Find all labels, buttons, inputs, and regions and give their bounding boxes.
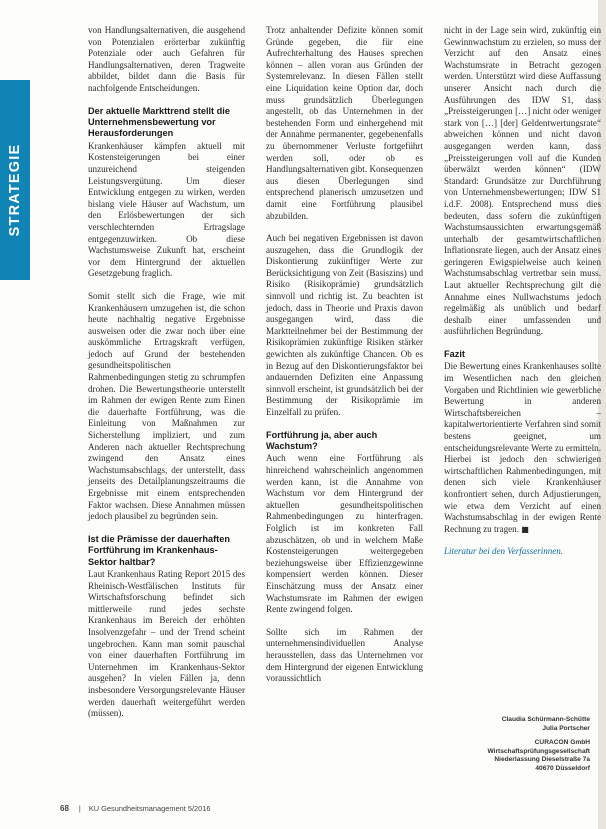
paragraph: Sollte sich im Rahmen der unternehmensindividuellen Analyse herausstellen, dass das Unternehmen vor dem Hintergrund der eigenen Entwicklung voraussichtlich bbox=[266, 626, 423, 684]
paragraph: Auch bei negativen Ergebnissen ist davon auszugehen, dass die Grundlogik der Diskontierung zukünftiger Werte zur Berücksichtigung von Zeit (Basiszins) und Risiko (Risikoprämie) grundsätzlich sinnvoll und richtig ist. Zu beachten ist jedoch, dass in Theorie und Praxis davon ausgegangen wird, dass die Marktteilnehmer bei der Bestimmung der Risikoprämien zukünftige Risiken stärker gewichten als zukünftige Chancen. Ob es in Bezug auf den Diskontierungsfaktor bei andauernden Defiziten eine Anpassung sinnvoll erscheint, ist grundsätzlich bei der Bestimmung der Risikoprämie im Einzelfall zu prüfen. bbox=[266, 233, 423, 417]
section-tab-label: STRATEGIE bbox=[7, 143, 23, 237]
author-name: Julia Portscher bbox=[542, 724, 590, 732]
column-2 bbox=[266, 25, 423, 696]
publication-title: KU Gesundheitsmanagement 5/2016 bbox=[88, 804, 211, 813]
author-info bbox=[430, 716, 590, 774]
section-heading: Der aktuelle Markttrend stellt die Unternehmensbewertung vor Herausforderungen bbox=[88, 105, 230, 139]
conclusion-heading: Fazit bbox=[444, 349, 465, 360]
paragraph: von Handlungsalternativen, die ausgehend von Potenzialen erörterbar zukünftig Potenziale oder auch Gefahren für Handlungsalternativen, deren Tragweite abbildet, bildet dann die Basis für nachfolgende Entscheidungen. bbox=[88, 25, 245, 93]
end-mark-icon: ■ bbox=[521, 524, 529, 534]
company-city: 40670 Düsseldorf bbox=[535, 764, 590, 772]
conclusion-text: Die Bewertung eines Krankenhauses sollte im Wesentlichen nach den gleichen Vorgaben und Richtlinien wie gewerbliche Bewertung in anderen Wirtschaftsbereichen – kapitalwertorientierte Verfahren sind somit bestens geeignet, um entscheidungsrelevante Werte zu ermitteln. Hierbei ist jedoch den schwierigen wirtschaftlichen Rahmenbedingungen, mit denen sich viele Krankenhäuser konfrontiert sehen, durch Adjustierungen, wie etwa dem Verzicht auf einen Wachstumsabschlag in der ewigen Rente Rechnung zu tragen. bbox=[444, 361, 601, 534]
paragraph: nicht in der Lage sein wird, zukünftig ein Gewinnwachstum zu erzielen, so muss der Verzicht auf den Ansatz eines Wachstumsrate in Betracht gezogen werden. Unterstützt wird diese Auffassung unserer Ansicht nach durch die Ausführungen des IDW S1, dass „Preissteigerungen […] nicht oder weniger stark von […] [der] Geldentwertungsrate“ abweichen können und nicht davon ausgegangen werden kann, dass „Preissteigerungen voll auf die Kunden überwälzt werden können“ (IDW Standard: Grundsätze zur Durchführung von Unternehmensbewertungen; IDW S1 i.d.F. 2008). Entsprechend muss dies bedeuten, dass sofern die zukünftigen Wachstumsaussichten erwartungsgemäß unterhalb der gesamtwirtschaftlichen Inflationsrate liegen, auch der Ansatz eines geringeren Ewigspielweise auch keinen Wachstumsabschlag vertretbar sein muss. Laut aktueller Rechtsprechung gilt die Annahme eines Nullwachstums jedoch regelmäßig als unüblich und bedarf deshalb einer umfassenden und ausführlichen Begründung. bbox=[444, 25, 601, 337]
company-type: Wirtschaftsprüfungsgesellschaft bbox=[487, 747, 590, 755]
author-names bbox=[430, 716, 590, 733]
paragraph: Krankenhäuser kämpfen aktuell mit Kostensteigerungen bei einer unzureichend steigenden Leistungsvergütung. Um dieser Entwicklung entgegen zu wirken, werden bislang viele Häuser auf Wachstum, um den Erlösbewertungen der sich verschlechternden Ertragslage entgegenzuwirken. Ob diese Wachstumsweise Zukunft hat, erscheint vor dem Hintergrund der aktuellen Gesetzgebung fraglich. bbox=[88, 140, 245, 279]
company-name: CURACON GmbH bbox=[534, 739, 590, 747]
author-name: Claudia Schürmann-Schütte bbox=[501, 716, 590, 723]
page-footer bbox=[60, 804, 360, 813]
footer-separator: | bbox=[78, 804, 81, 813]
company-street: Niederlassung Dieselstraße 7a bbox=[494, 756, 590, 764]
paragraph bbox=[444, 361, 601, 535]
paragraph: Auch wenn eine Fortführung als hinreichend wahrscheinlich angenommen werden kann, ist die Annahme von Wachstum vor dem Hintergrund der aktuellen gesundheitspolitischen Rahmenbedingungen zu hinterfragen. Folglich ist im konkreten Fall abzuschätzen, ob und in welchem Maße Kostensteigerungen weitergegeben beziehungsweise über Effizienzgewinne kompensiert werden können. Dieser Einschätzung muss der Ansatz einer Wachstumsrate im Rahmen der ewigen Rente zwingend folgen. bbox=[266, 453, 423, 615]
page-number: 68 bbox=[60, 804, 69, 813]
literature-note: Literatur bei den Verfasserinnen. bbox=[444, 546, 563, 557]
paragraph: Trotz anhaltender Defizite können somit Gründe gegeben, die für eine Aufrechterhaltung des Hauses sprechen können – allen voran aus Gründen der Systemrelevanz. In diesen Fällen stellt eine Liquidation keine Option dar, doch muss grundsätzlich Überlegungen angestellt, ob das Unternehmen in der bestehenden Form und einhergehend mit der Annahme permanenter, gegebenenfalls zu übernommener Verluste fortgeführt werden soll, oder ob es Handlungsalternativen gibt. Konsequenzen aus diesen Überlegungen sind entsprechend planerisch umzusetzen und damit eine Fortführung plausibel abzubilden. bbox=[266, 25, 423, 221]
paragraph: Laut Krankenhaus Rating Report 2015 des Rheinisch-Westfälischen Instituts für Wirtschaftsforschung befindet sich mittlerweile rund jedes sechste Krankenhaus im Bereich der erhöhten Insolvenzgefahr – und der Trend scheint ungebrochen. Kann man somit pauschal von einer dauerhaften Fortführung im Unternehmen im Krankenhaus-Sektor ausgehen? In vielen Fällen ja, denn insbesondere Versorgungsrelevante Häuser werden dauerhaft weitergeführt werden (müssen). bbox=[88, 569, 245, 719]
section-heading: Ist die Prämisse der dauerhaften Fortführung im Krankenhaus-Sektor haltbar? bbox=[88, 533, 230, 567]
column-1 bbox=[88, 25, 245, 731]
column-3 bbox=[444, 25, 601, 556]
paragraph: Somit stellt sich die Frage, wie mit Krankenhäusern umzugehen ist, die schon heute nachhaltig negative Ergebnisse ausweisen oder die zwar noch über eine auskömmliche Ertragskraft verfügen, jedoch auf Grund der bestehenden gesundheitspolitischen Rahmenbedingungen stetig zu schrumpfen drohen. Die Bewertungstheorie unterstellt im Rahmen der ewigen Rente zum Einen die dauerhafte Fortführung, was die Einleitung von Maßnahmen zur Sicherstellung impliziert, und zum Anderen nach aktueller Rechtsprechung zwingend den Ansatz eines Wachstumsabschlags, der unterstellt, dass jenseits des Detailplanungszeitraums die Ergebnisse mit einem entsprechenden Faktor wachsen. Diese Annahmen müssen jedoch plausibel zu begründen sein. bbox=[88, 290, 245, 522]
section-heading: Fortführung ja, aber auch Wachstum? bbox=[266, 429, 378, 451]
